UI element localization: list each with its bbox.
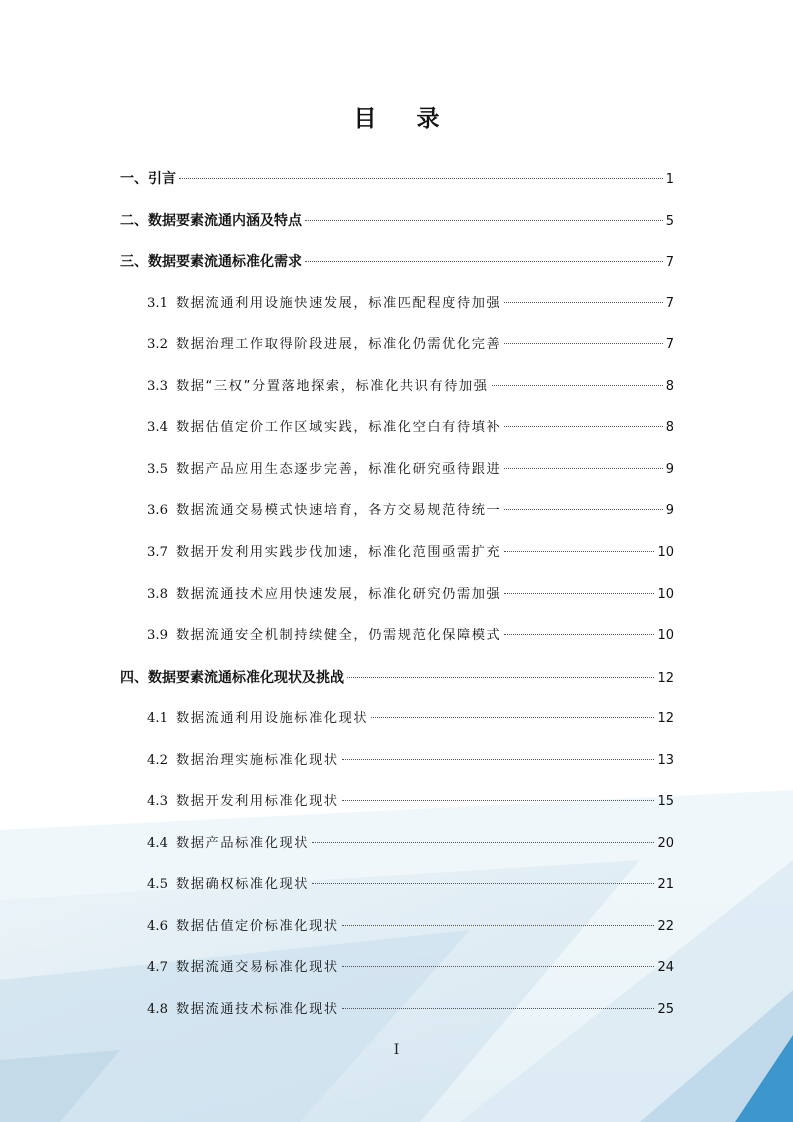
toc-entry-number: 3.9 [147, 628, 168, 643]
toc-entry-page-number: 9 [665, 462, 674, 477]
toc-entry-page-number: 25 [657, 1002, 674, 1017]
toc-entry-number: 4.1 [147, 711, 168, 726]
toc-entry[interactable] [147, 790, 674, 814]
toc-dot-leader [347, 677, 654, 678]
toc-entry[interactable] [147, 333, 674, 357]
toc-dot-leader [504, 468, 662, 469]
toc-entry-number: 3.7 [147, 545, 168, 560]
toc-entry[interactable] [147, 375, 674, 399]
toc-dot-leader [342, 1008, 655, 1009]
toc-dot-leader [504, 302, 662, 303]
toc-entry-title: 数据流通技术应用快速发展，标准化研究仍需加强 [175, 587, 502, 602]
toc-entry-title: 数据流通交易标准化现状 [175, 960, 339, 975]
toc-entry-page-number: 15 [657, 794, 674, 809]
toc-entry-title: 三、数据要素流通标准化需求 [120, 254, 302, 270]
toc-dot-leader [312, 842, 654, 843]
toc-entry-title: 数据产品标准化现状 [175, 836, 310, 851]
toc-entry[interactable] [147, 707, 674, 731]
toc-dot-leader [371, 717, 654, 718]
toc-entry-page-number: 22 [657, 919, 674, 934]
toc-entry-title: 数据流通安全机制持续健全，仍需规范化保障模式 [175, 628, 502, 643]
toc-entry[interactable] [147, 541, 674, 565]
toc-entry[interactable] [147, 749, 674, 773]
toc-dot-leader [312, 883, 654, 884]
toc-entry-page-number: 7 [665, 337, 674, 352]
toc-entry[interactable] [147, 998, 674, 1022]
toc-dot-leader [342, 966, 655, 967]
toc-entry[interactable] [120, 209, 674, 233]
toc-entry[interactable] [147, 624, 674, 648]
toc-entry-page-number: 8 [665, 379, 674, 394]
toc-entry-number: 4.5 [147, 877, 168, 892]
toc-entry-title: 数据产品应用生态逐步完善，标准化研究亟待跟进 [175, 462, 502, 477]
toc-dot-leader [342, 800, 655, 801]
toc-entry-title: 四、数据要素流通标准化现状及挑战 [120, 670, 344, 686]
toc-dot-leader [504, 509, 662, 510]
toc-entry-title: 数据“三权”分置落地探索，标准化共识有待加强 [175, 379, 489, 394]
toc-entry[interactable] [147, 915, 674, 939]
toc-entry-page-number: 8 [665, 420, 674, 435]
toc-entry-title: 数据流通利用设施快速发展，标准匹配程度待加强 [175, 296, 502, 311]
toc-entry-page-number: 12 [657, 671, 674, 686]
toc-entry-title: 数据开发利用标准化现状 [175, 794, 339, 809]
toc-entry[interactable] [120, 167, 674, 191]
toc-entry[interactable] [147, 956, 674, 980]
toc-entry-title: 数据开发利用实践步伐加速，标准化范围亟需扩充 [175, 545, 502, 560]
toc-entry-page-number: 12 [657, 711, 674, 726]
toc-dot-leader [492, 385, 663, 386]
toc-entry[interactable] [120, 250, 674, 274]
toc-entry-page-number: 9 [665, 503, 674, 518]
toc-entry[interactable] [147, 292, 674, 316]
toc-dot-leader [179, 178, 663, 179]
toc-entry-page-number: 5 [665, 214, 674, 229]
toc-entry[interactable] [120, 666, 674, 690]
toc-entry-title: 数据确权标准化现状 [175, 877, 310, 892]
toc-dot-leader [342, 925, 655, 926]
toc-entry-title: 数据流通技术标准化现状 [175, 1002, 339, 1017]
page-title: 目 录 [353, 106, 456, 132]
toc-dot-leader [504, 593, 654, 594]
toc-entry-number: 4.8 [147, 1002, 168, 1017]
toc-entry-page-number: 21 [657, 877, 674, 892]
toc-dot-leader [342, 759, 655, 760]
toc-entry-title: 数据流通利用设施标准化现状 [175, 711, 369, 726]
page-number-footer: I [393, 1042, 400, 1058]
toc-dot-leader [504, 426, 662, 427]
toc-entry-page-number: 10 [657, 587, 674, 602]
toc-entry-page-number: 13 [657, 753, 674, 768]
toc-entry[interactable] [147, 832, 674, 856]
toc-entry-title: 二、数据要素流通内涵及特点 [120, 213, 302, 229]
toc-entry-number: 3.2 [147, 337, 168, 352]
toc-entry-page-number: 7 [665, 296, 674, 311]
toc-entry-title: 一、引言 [120, 171, 176, 187]
toc-entry[interactable] [147, 416, 674, 440]
toc-entry-page-number: 7 [665, 255, 674, 270]
toc-entry-title: 数据估值定价工作区域实践，标准化空白有待填补 [175, 420, 502, 435]
toc-entry[interactable] [147, 499, 674, 523]
toc-dot-leader [504, 551, 654, 552]
toc-entry[interactable] [147, 458, 674, 482]
toc-entry-page-number: 10 [657, 545, 674, 560]
toc-entry-title: 数据治理实施标准化现状 [175, 753, 339, 768]
toc-entry-number: 3.3 [147, 379, 168, 394]
toc-entry-page-number: 20 [657, 836, 674, 851]
toc-entry-number: 4.3 [147, 794, 168, 809]
toc-entry-number: 4.2 [147, 753, 168, 768]
toc-entry-title: 数据流通交易模式快速培育，各方交易规范待统一 [175, 503, 502, 518]
toc-entry-page-number: 1 [665, 172, 674, 187]
toc-dot-leader [305, 261, 663, 262]
toc-entry-number: 3.5 [147, 462, 168, 477]
toc-entry[interactable] [147, 583, 674, 607]
toc-entry-page-number: 24 [657, 960, 674, 975]
toc-entry-number: 3.4 [147, 420, 168, 435]
toc-entry-page-number: 10 [657, 628, 674, 643]
toc-dot-leader [504, 634, 654, 635]
toc-entry-number: 4.4 [147, 836, 168, 851]
toc-entry-number: 3.8 [147, 587, 168, 602]
toc-entry[interactable] [147, 873, 674, 897]
toc-entry-number: 3.6 [147, 503, 168, 518]
toc-entry-number: 3.1 [147, 296, 168, 311]
toc-entry-title: 数据估值定价标准化现状 [175, 919, 339, 934]
toc-dot-leader [305, 220, 663, 221]
toc-entry-title: 数据治理工作取得阶段进展，标准化仍需优化完善 [175, 337, 502, 352]
toc-entry-number: 4.7 [147, 960, 168, 975]
toc-dot-leader [504, 343, 662, 344]
toc-entry-number: 4.6 [147, 919, 168, 934]
